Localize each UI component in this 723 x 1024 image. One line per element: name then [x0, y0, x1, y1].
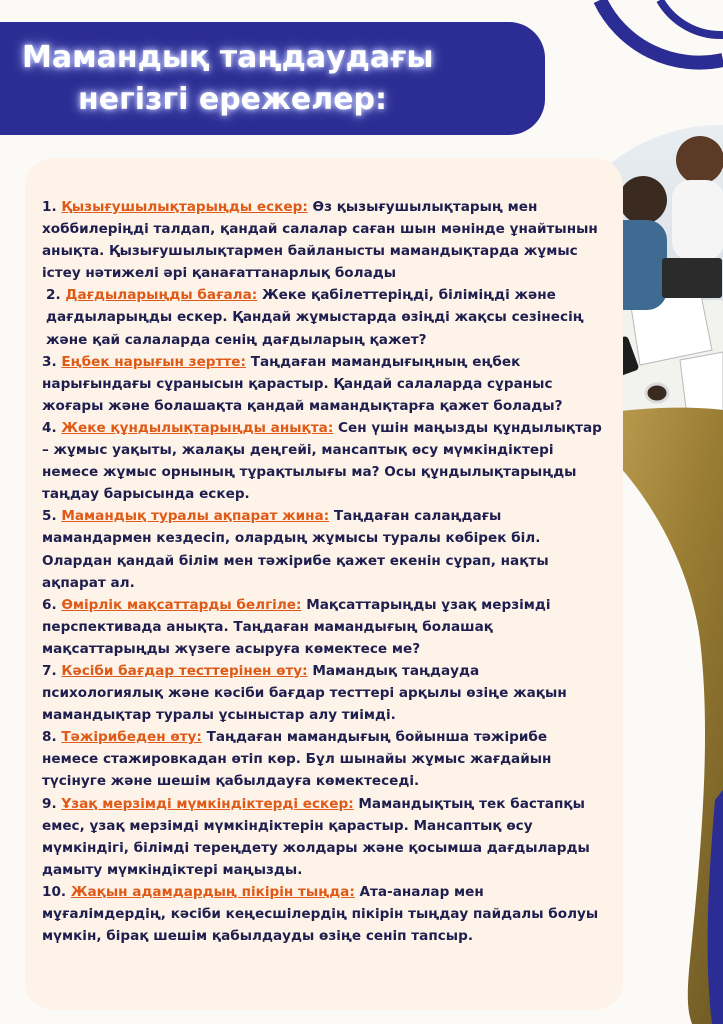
rule-number: 10. — [42, 883, 67, 900]
rule-title: Жеке құндылықтарыңды анықта: — [61, 419, 334, 436]
rule-text: Мақсаттарыңды ұзақ мерзімді перспективада анықта. Таңдаған мамандығың болашақ мақсаттарыңды жүзеге асыруға көмектесе ме? — [42, 596, 551, 657]
rule-title: Дағдыларыңды бағала: — [65, 287, 258, 304]
rule-number: 5. — [42, 508, 57, 525]
rule-text: Таңдаған мамандығың бойынша тәжірибе немесе стажировкадан өтіп көр. Бұл шынайы жұмыс жағдайын түсінуге және шешім қабылдауға көмектеседі. — [42, 729, 552, 790]
top-right-arcs — [600, 0, 723, 63]
rule-item-8 — [42, 726, 602, 792]
rule-number: 3. — [42, 353, 57, 370]
rule-number: 2. — [46, 287, 61, 304]
page-title-line1: Мамандық таңдаудағы — [22, 39, 434, 75]
rule-item-2 — [42, 284, 602, 350]
rule-title: Тәжірибеден өту: — [61, 729, 202, 746]
rule-item-9 — [42, 793, 602, 881]
page-title-line2: негізгі ережелер: — [78, 81, 388, 117]
rule-title: Өмірлік мақсаттарды белгіле: — [61, 596, 302, 613]
rule-title: Ұзақ мерзімді мүмкіндіктерді ескер: — [61, 795, 354, 812]
rule-number: 6. — [42, 596, 57, 613]
rule-item-6 — [42, 594, 602, 660]
rule-item-10 — [42, 881, 602, 947]
rule-text: Сен үшін маңызды құндылықтар – жұмыс уақыты, жалақы деңгейі, мансаптық өсу мүмкіндіктері немесе жұмыс орнының тұрақтылығы ма? Осы құндылықтарыңды таңдау барысында ескер. — [42, 419, 602, 503]
rule-text: Өз қызығушылықтарың мен хоббилеріңді талдап, қандай салалар саған шын мәнінде ұнайтынын анықта. Қызығушылықтармен байланысты мамандықтарда жұмыс істеу нәтижелі әрі қанағаттанарлық болады — [42, 199, 598, 282]
rule-title: Кәсіби бағдар тесттерінен өту: — [61, 662, 308, 679]
rule-title: Еңбек нарығын зертте: — [61, 353, 246, 370]
rule-title: Жақын адамдардың пікірін тыңда: — [70, 883, 355, 900]
rule-text: Таңдаған мамандығыңның еңбек нарығындағы сұранысын қарастыр. Қандай салаларда сұраныс жоғары және болашақта қандай мамандықтарға қажет болады? — [42, 353, 563, 414]
rule-title: Қызығушылықтарыңды ескер: — [61, 199, 308, 215]
rule-text: Жеке қабілеттеріңді, біліміңді және дағдыларыңды ескер. Қандай жұмыстарда өзіңді жақсы сезінесің және қай салаларда сенің дағдыларың қажет? — [46, 287, 584, 348]
rule-text: Таңдаған салаңдағы мамандармен кездесіп, олардың жұмысы туралы көбірек біл. Олардан қандай білім мен тәжірибе қажет екенін сұрап, нақты ақпарат ал. — [42, 508, 549, 591]
rule-text: Мамандықтың тек бастапқы емес, ұзақ мерзімді мүмкіндіктерін қарастыр. Мансаптық өсу мүмкіндігі, білімді тереңдету жолдары және қосымша дағдыларды дамыту мүмкіндіктері маңызды. — [42, 795, 590, 878]
rule-item-3 — [42, 351, 602, 417]
rule-number: 9. — [42, 795, 57, 812]
rule-item-1 — [42, 196, 602, 284]
rules-list — [42, 196, 602, 947]
rule-item-5 — [42, 505, 602, 593]
rule-text: Мамандық таңдауда психологиялық және кәсіби бағдар тесттері арқылы өзіңе жақын мамандықтар туралы ұсыныстар алу тиімді. — [42, 662, 567, 724]
rule-item-4 — [42, 417, 602, 505]
rule-number: 4. — [42, 419, 57, 436]
title-banner — [0, 22, 545, 135]
rule-number: 1. — [42, 199, 57, 215]
rule-title: Мамандық туралы ақпарат жина: — [61, 508, 330, 525]
rule-number: 8. — [42, 729, 57, 746]
rule-text: Ата-аналар мен мұғалімдердің, кәсіби кеңесшілердің пікірін тыңдау пайдалы болуы мүмкін, бірақ шешім қабылдауды өзіңе сеніп тапсыр. — [42, 883, 599, 945]
rule-item-7 — [42, 660, 602, 726]
rule-number: 7. — [42, 662, 57, 679]
